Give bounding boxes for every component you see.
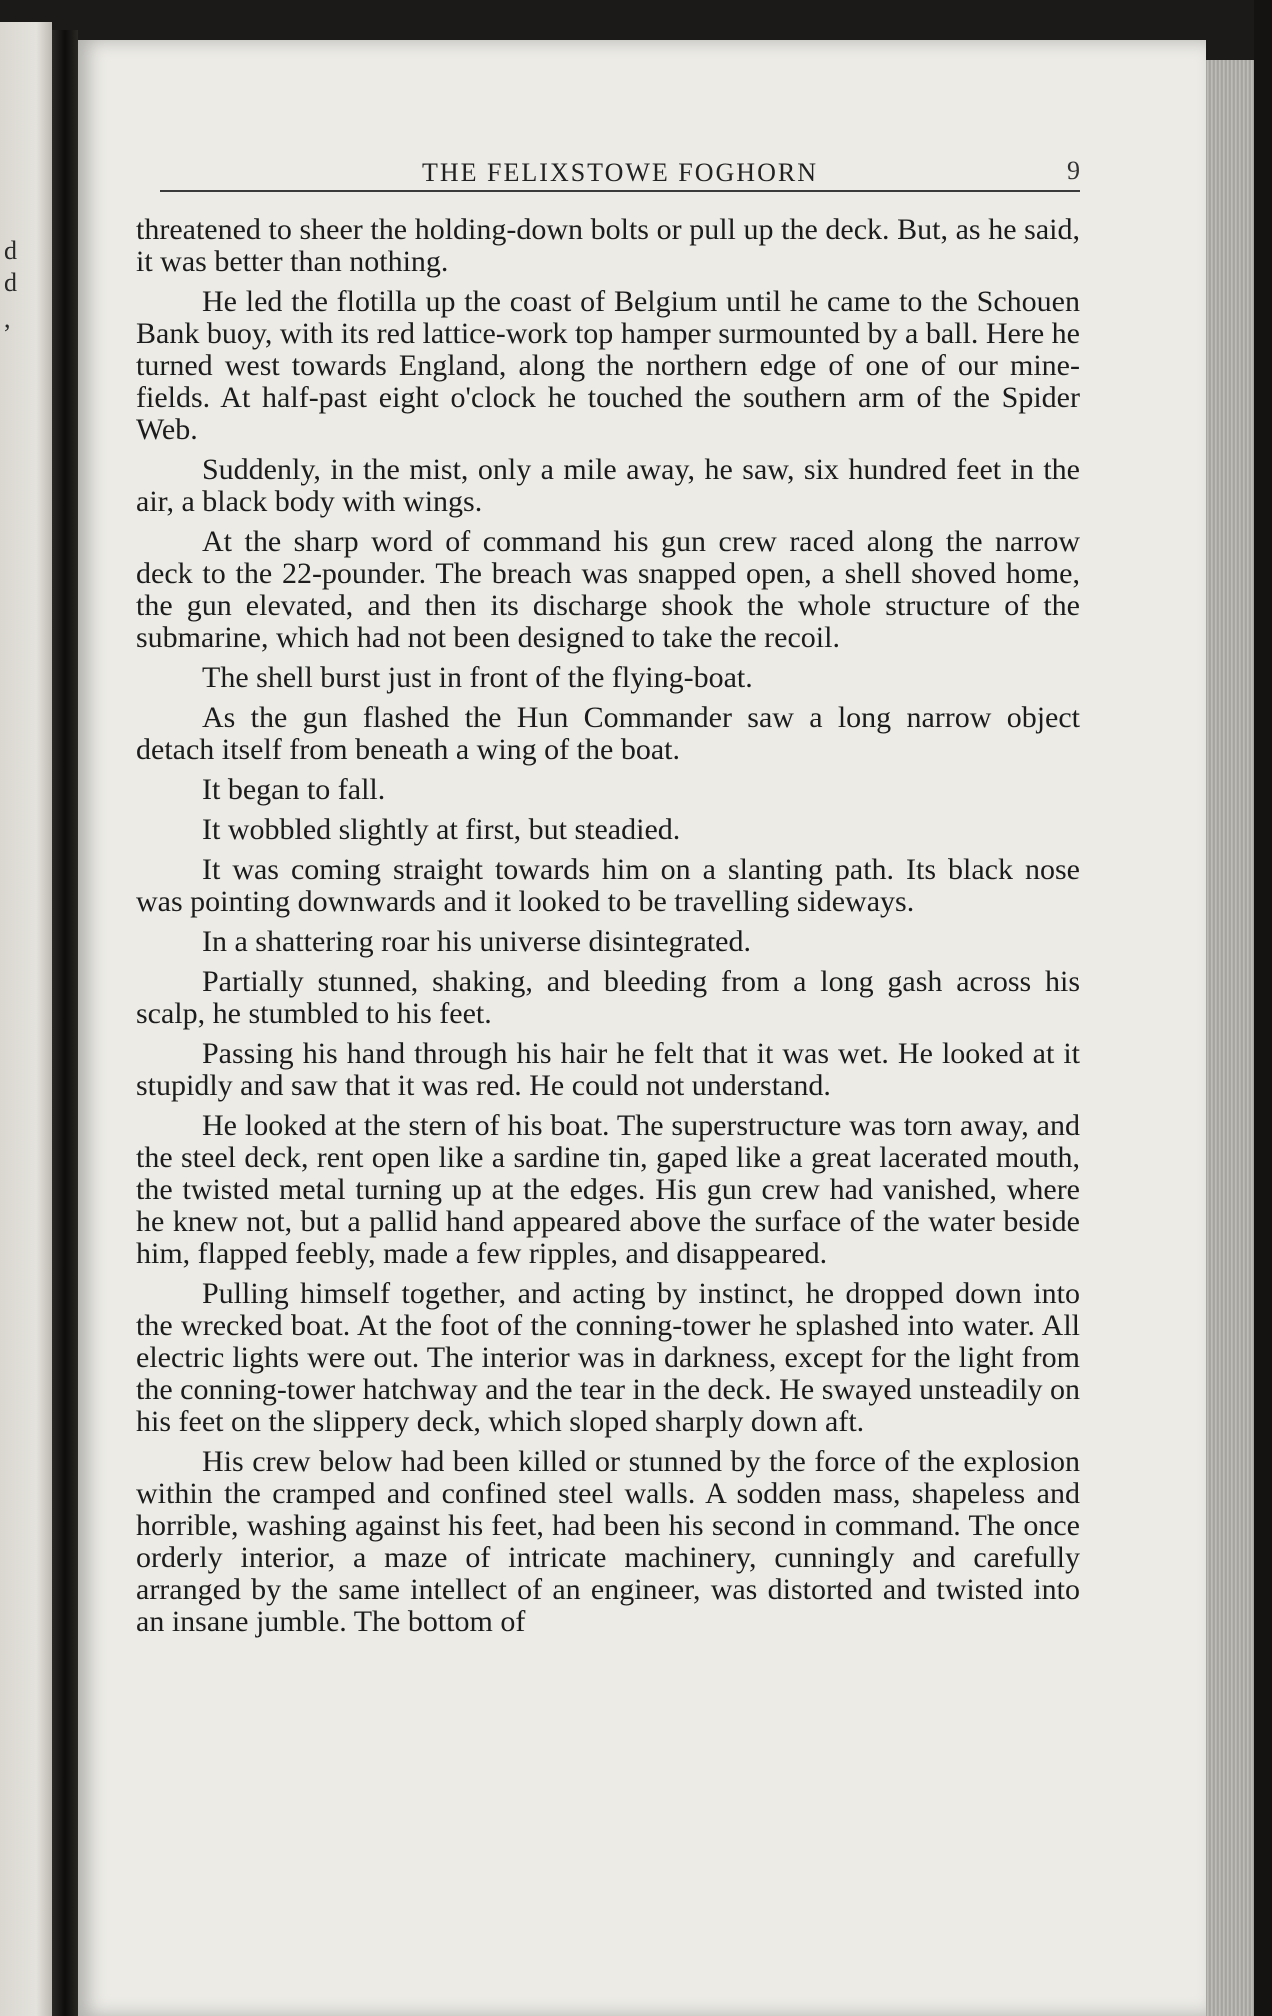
paragraph: threatened to sheer the holding-down bolts or pull up the deck. But, as he said, it was better than nothing. — [136, 213, 1080, 278]
paragraph: He looked at the stern of his boat. The superstructure was torn away, and the steel deck, rent open like a sardine tin, gaped like a great lacerated mouth, the twisted metal turning up at the edges. His gun crew had vanished, where he knew not, but a pallid hand appeared above the surface of the water beside him, flapped feebly, made a few ripples, and disappeared. — [136, 1109, 1080, 1270]
paragraph: Suddenly, in the mist, only a mile away, he saw, six hundred feet in the air, a black body with wings. — [136, 453, 1080, 518]
paragraph: It was coming straight towards him on a slanting path. Its black nose was pointing downwards and it looked to be travelling sideways. — [136, 853, 1080, 918]
paragraph: The shell burst just in front of the flying-boat. — [202, 661, 753, 694]
running-title: THE FELIXSTOWE FOGHORN — [422, 158, 818, 187]
page-number: 9 — [1067, 156, 1080, 185]
paragraph: As the gun flashed the Hun Commander saw a long narrow object detach itself from beneath a wing of the boat. — [136, 701, 1080, 766]
paragraph: At the sharp word of command his gun crew raced along the narrow deck to the 22-pounder. The breach was snapped open, a shell shoved home, the gun elevated, and then its discharge shook the whole structure of the submarine, which had not been designed to take the recoil. — [136, 525, 1080, 654]
facing-page-char: , — [4, 304, 11, 333]
paragraph: It wobbled slightly at first, but steadied. — [202, 813, 681, 846]
running-header — [160, 154, 1080, 192]
paragraph: It began to fall. — [202, 773, 386, 806]
paragraph: Partially stunned, shaking, and bleeding from a long gash across his scalp, he stumbled to his feet. — [136, 965, 1080, 1030]
paragraph: Pulling himself together, and acting by instinct, he dropped down into the wrecked boat. At the foot of the conning-tower he splashed into water. All electric lights were out. The interior was in darkness, except for the light from the conning-tower hatchway and the tear in the deck. He swayed unsteadily on his feet on the slippery deck, which sloped sharply down aft. — [136, 1277, 1080, 1438]
body-text — [136, 214, 1080, 1646]
background-edge — [1254, 0, 1272, 2016]
facing-page-char: d — [4, 236, 17, 265]
facing-page-edge — [0, 22, 52, 2016]
paragraph: In a shattering roar his universe disintegrated. — [202, 925, 751, 958]
paragraph: He led the flotilla up the coast of Belgium until he came to the Schouen Bank buoy, with its red lattice-work top hamper surmounted by a ball. Here he turned west towards England, along the northern edge of one of our mine-fields. At half-past eight o'clock he touched the southern arm of the Spider Web. — [136, 285, 1080, 446]
paragraph: Passing his hand through his hair he felt that it was wet. He looked at it stupidly and saw that it was red. He could not understand. — [136, 1037, 1080, 1102]
paragraph: His crew below had been killed or stunned by the force of the explosion within the cramped and confined steel walls. A sodden mass, shapeless and horrible, washing against his feet, had been his second in command. The once orderly interior, a maze of intricate machinery, cunningly and carefully arranged by the same intellect of an engineer, was distorted and twisted into an insane jumble. The bottom of — [136, 1445, 1080, 1638]
book-gutter — [52, 30, 78, 2016]
facing-page-char: d — [4, 268, 17, 297]
